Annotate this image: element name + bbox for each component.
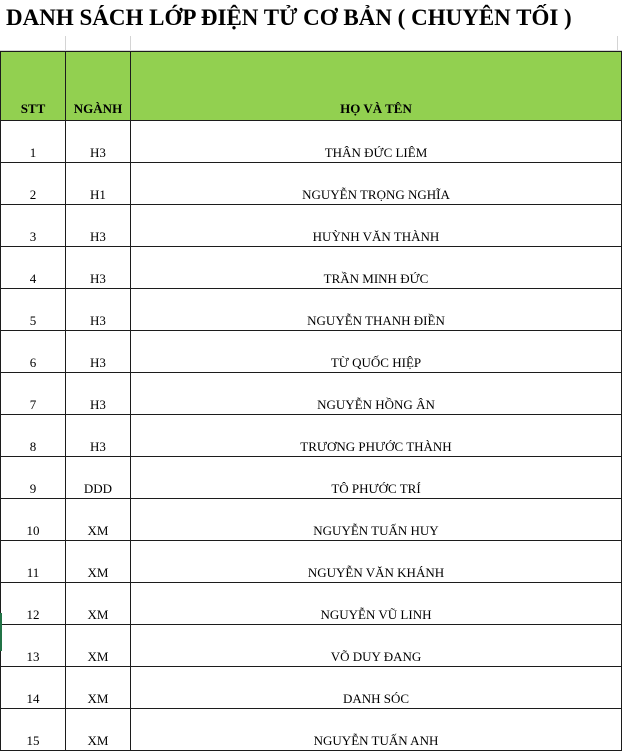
stt-cell[interactable]: 8: [1, 415, 66, 457]
stt-cell[interactable]: 3: [1, 205, 66, 247]
header-row: [1, 52, 622, 121]
table-row[interactable]: [1, 331, 622, 373]
column-header-name[interactable]: HỌ VÀ TÊN: [131, 52, 622, 121]
name-cell[interactable]: NGUYỄN HỒNG ÂN: [131, 373, 622, 415]
gridline: [130, 36, 131, 51]
stt-cell[interactable]: 1: [1, 121, 66, 163]
stt-cell[interactable]: 11: [1, 541, 66, 583]
table-row[interactable]: [1, 457, 622, 499]
name-cell[interactable]: TÔ PHƯỚC TRÍ: [131, 457, 622, 499]
table-row[interactable]: [1, 121, 622, 163]
sheet-title[interactable]: DANH SÁCH LỚP ĐIỆN TỬ CƠ BẢN ( CHUYÊN TỐI ): [6, 5, 572, 30]
stt-cell[interactable]: 10: [1, 499, 66, 541]
table-row[interactable]: [1, 583, 622, 625]
class-roster-table: [0, 51, 622, 751]
stt-cell[interactable]: 2: [1, 163, 66, 205]
table-row[interactable]: [1, 667, 622, 709]
major-cell[interactable]: XM: [66, 667, 131, 709]
name-cell[interactable]: TỪ QUỐC HIỆP: [131, 331, 622, 373]
major-cell[interactable]: H3: [66, 247, 131, 289]
name-cell[interactable]: TRẦN MINH ĐỨC: [131, 247, 622, 289]
name-cell[interactable]: TRƯƠNG PHƯỚC THÀNH: [131, 415, 622, 457]
roster-body: [1, 121, 622, 751]
name-cell[interactable]: DANH SÓC: [131, 667, 622, 709]
stt-cell[interactable]: 7: [1, 373, 66, 415]
table-row[interactable]: [1, 247, 622, 289]
name-cell[interactable]: NGUYỄN VĂN KHÁNH: [131, 541, 622, 583]
stt-cell[interactable]: 13: [1, 625, 66, 667]
stt-cell[interactable]: 5: [1, 289, 66, 331]
gridline: [617, 36, 618, 51]
major-cell[interactable]: H3: [66, 289, 131, 331]
table-row[interactable]: [1, 541, 622, 583]
major-cell[interactable]: H3: [66, 205, 131, 247]
major-cell[interactable]: XM: [66, 541, 131, 583]
stt-cell[interactable]: 15: [1, 709, 66, 751]
major-cell[interactable]: H3: [66, 331, 131, 373]
stt-cell[interactable]: 6: [1, 331, 66, 373]
major-cell[interactable]: H3: [66, 415, 131, 457]
major-cell[interactable]: XM: [66, 625, 131, 667]
row-selection-marker: [0, 613, 2, 651]
name-cell[interactable]: NGUYỄN TRỌNG NGHĨA: [131, 163, 622, 205]
gridline: [65, 36, 66, 51]
name-cell[interactable]: NGUYỄN TUẤN HUY: [131, 499, 622, 541]
table-row[interactable]: [1, 163, 622, 205]
major-cell[interactable]: H3: [66, 121, 131, 163]
name-cell[interactable]: THÂN ĐỨC LIÊM: [131, 121, 622, 163]
stt-cell[interactable]: 4: [1, 247, 66, 289]
column-header-major[interactable]: NGÀNH: [66, 52, 131, 121]
empty-row[interactable]: [0, 36, 622, 51]
stt-cell[interactable]: 14: [1, 667, 66, 709]
major-cell[interactable]: H1: [66, 163, 131, 205]
table-row[interactable]: [1, 205, 622, 247]
table-row[interactable]: [1, 499, 622, 541]
table-row[interactable]: [1, 373, 622, 415]
name-cell[interactable]: NGUYỄN VŨ LINH: [131, 583, 622, 625]
name-cell[interactable]: HUỲNH VĂN THÀNH: [131, 205, 622, 247]
major-cell[interactable]: XM: [66, 499, 131, 541]
name-cell[interactable]: NGUYỄN THANH ĐIỀN: [131, 289, 622, 331]
major-cell[interactable]: XM: [66, 583, 131, 625]
major-cell[interactable]: H3: [66, 373, 131, 415]
table-row[interactable]: [1, 625, 622, 667]
name-cell[interactable]: NGUYỄN TUẤN ANH: [131, 709, 622, 751]
major-cell[interactable]: XM: [66, 709, 131, 751]
stt-cell[interactable]: 12: [1, 583, 66, 625]
table-row[interactable]: [1, 709, 622, 751]
table-row[interactable]: [1, 289, 622, 331]
name-cell[interactable]: VÕ DUY ĐANG: [131, 625, 622, 667]
stt-cell[interactable]: 9: [1, 457, 66, 499]
table-row[interactable]: [1, 415, 622, 457]
major-cell[interactable]: DDD: [66, 457, 131, 499]
column-header-stt[interactable]: STT: [1, 52, 66, 121]
